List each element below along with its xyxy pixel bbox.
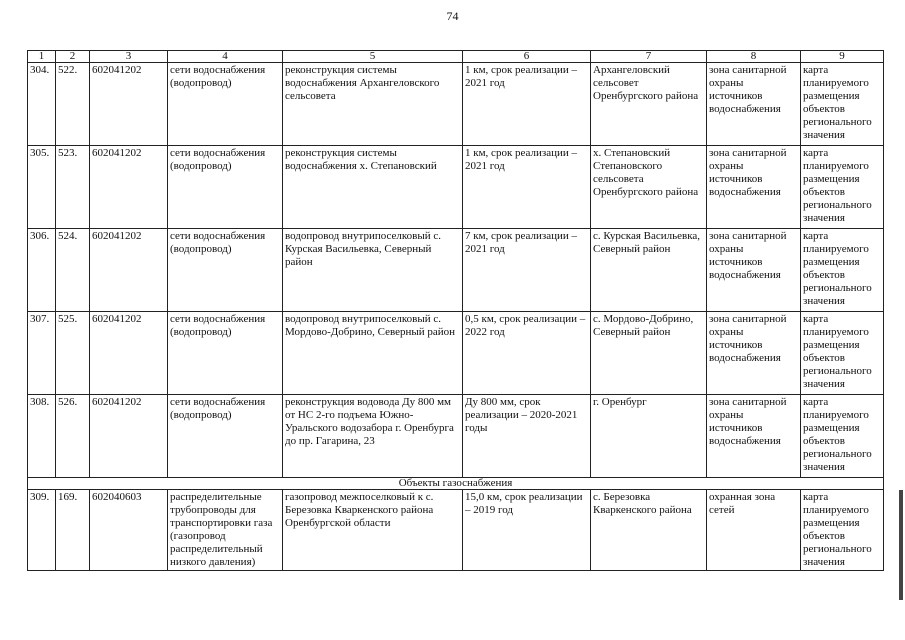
cell-name: водопровод внутрипоселковый с. Мордово-Добрино, Северный район: [283, 312, 463, 395]
header-cell: 1: [28, 51, 56, 63]
cell-params: 0,5 км, срок реализации – 2022 год: [463, 312, 591, 395]
cell-source: карта планируемого размещения объектов регионального значения: [801, 395, 884, 478]
cell-type: сети водоснабжения (водопровод): [168, 63, 283, 146]
cell-location: г. Оренбург: [591, 395, 707, 478]
cell-type: сети водоснабжения (водопровод): [168, 146, 283, 229]
cell-type: распределительные трубопроводы для транспортировки газа (газопровод распределительный низкого давления): [168, 490, 283, 571]
cell-id: 522.: [56, 63, 90, 146]
cell-code: 602041202: [90, 312, 168, 395]
header-cell: 7: [591, 51, 707, 63]
cell-source: карта планируемого размещения объектов регионального значения: [801, 312, 884, 395]
cell-number: 307.: [28, 312, 56, 395]
header-cell: 2: [56, 51, 90, 63]
cell-name: водопровод внутрипоселковый с. Курская Васильевка, Северный район: [283, 229, 463, 312]
cell-id: 526.: [56, 395, 90, 478]
cell-type: сети водоснабжения (водопровод): [168, 395, 283, 478]
cell-name: реконструкция системы водоснабжения Архангеловского сельсовета: [283, 63, 463, 146]
cell-zone: зона санитарной охраны источников водоснабжения: [707, 229, 801, 312]
cell-code: 602041202: [90, 63, 168, 146]
cell-id: 524.: [56, 229, 90, 312]
header-row: [28, 51, 884, 63]
header-cell: 8: [707, 51, 801, 63]
table-row: [28, 63, 884, 146]
cell-params: 15,0 км, срок реализации – 2019 год: [463, 490, 591, 571]
cell-zone: зона санитарной охраны источников водоснабжения: [707, 312, 801, 395]
cell-name: реконструкция водовода Ду 800 мм от НС 2-го подъема Южно-Уральского водозабора г. Оренбурга до пр. Гагарина, 23: [283, 395, 463, 478]
cell-source: карта планируемого размещения объектов регионального значения: [801, 229, 884, 312]
cell-name: реконструкция системы водоснабжения х. Степановский: [283, 146, 463, 229]
header-cell: 9: [801, 51, 884, 63]
cell-id: 523.: [56, 146, 90, 229]
scan-edge-mark: [899, 490, 903, 600]
cell-number: 306.: [28, 229, 56, 312]
cell-params: 1 км, срок реализации – 2021 год: [463, 63, 591, 146]
cell-source: карта планируемого размещения объектов регионального значения: [801, 63, 884, 146]
cell-name: газопровод межпоселковый к с. Березовка Кваркенского района Оренбургской области: [283, 490, 463, 571]
cell-zone: зона санитарной охраны источников водоснабжения: [707, 146, 801, 229]
cell-number: 304.: [28, 63, 56, 146]
cell-source: карта планируемого размещения объектов регионального значения: [801, 146, 884, 229]
cell-params: 1 км, срок реализации – 2021 год: [463, 146, 591, 229]
table-row: [28, 146, 884, 229]
cell-location: Архангеловский сельсовет Оренбургского района: [591, 63, 707, 146]
table-row: [28, 229, 884, 312]
header-cell: 4: [168, 51, 283, 63]
cell-type: сети водоснабжения (водопровод): [168, 312, 283, 395]
cell-id: 169.: [56, 490, 90, 571]
section-title: Объекты газоснабжения: [28, 478, 884, 490]
cell-zone: зона санитарной охраны источников водоснабжения: [707, 63, 801, 146]
register-table: [27, 50, 884, 571]
cell-number: 305.: [28, 146, 56, 229]
cell-code: 602041202: [90, 395, 168, 478]
cell-params: 7 км, срок реализации – 2021 год: [463, 229, 591, 312]
cell-location: с. Мордово-Добрино, Северный район: [591, 312, 707, 395]
table-row: [28, 312, 884, 395]
cell-zone: охранная зона сетей: [707, 490, 801, 571]
header-cell: 6: [463, 51, 591, 63]
cell-zone: зона санитарной охраны источников водоснабжения: [707, 395, 801, 478]
header-cell: 3: [90, 51, 168, 63]
cell-code: 602041202: [90, 229, 168, 312]
section-row: [28, 478, 884, 490]
table-row: [28, 395, 884, 478]
cell-type: сети водоснабжения (водопровод): [168, 229, 283, 312]
header-cell: 5: [283, 51, 463, 63]
cell-location: с. Березовка Кваркенского района: [591, 490, 707, 571]
cell-code: 602040603: [90, 490, 168, 571]
cell-number: 308.: [28, 395, 56, 478]
table-row: [28, 490, 884, 571]
cell-location: х. Степановский Степановского сельсовета Оренбургского района: [591, 146, 707, 229]
cell-location: с. Курская Васильевка, Северный район: [591, 229, 707, 312]
page-number: 74: [446, 9, 459, 23]
cell-number: 309.: [28, 490, 56, 571]
cell-code: 602041202: [90, 146, 168, 229]
cell-source: карта планируемого размещения объектов регионального значения: [801, 490, 884, 571]
cell-id: 525.: [56, 312, 90, 395]
cell-params: Ду 800 мм, срок реализации – 2020-2021 годы: [463, 395, 591, 478]
